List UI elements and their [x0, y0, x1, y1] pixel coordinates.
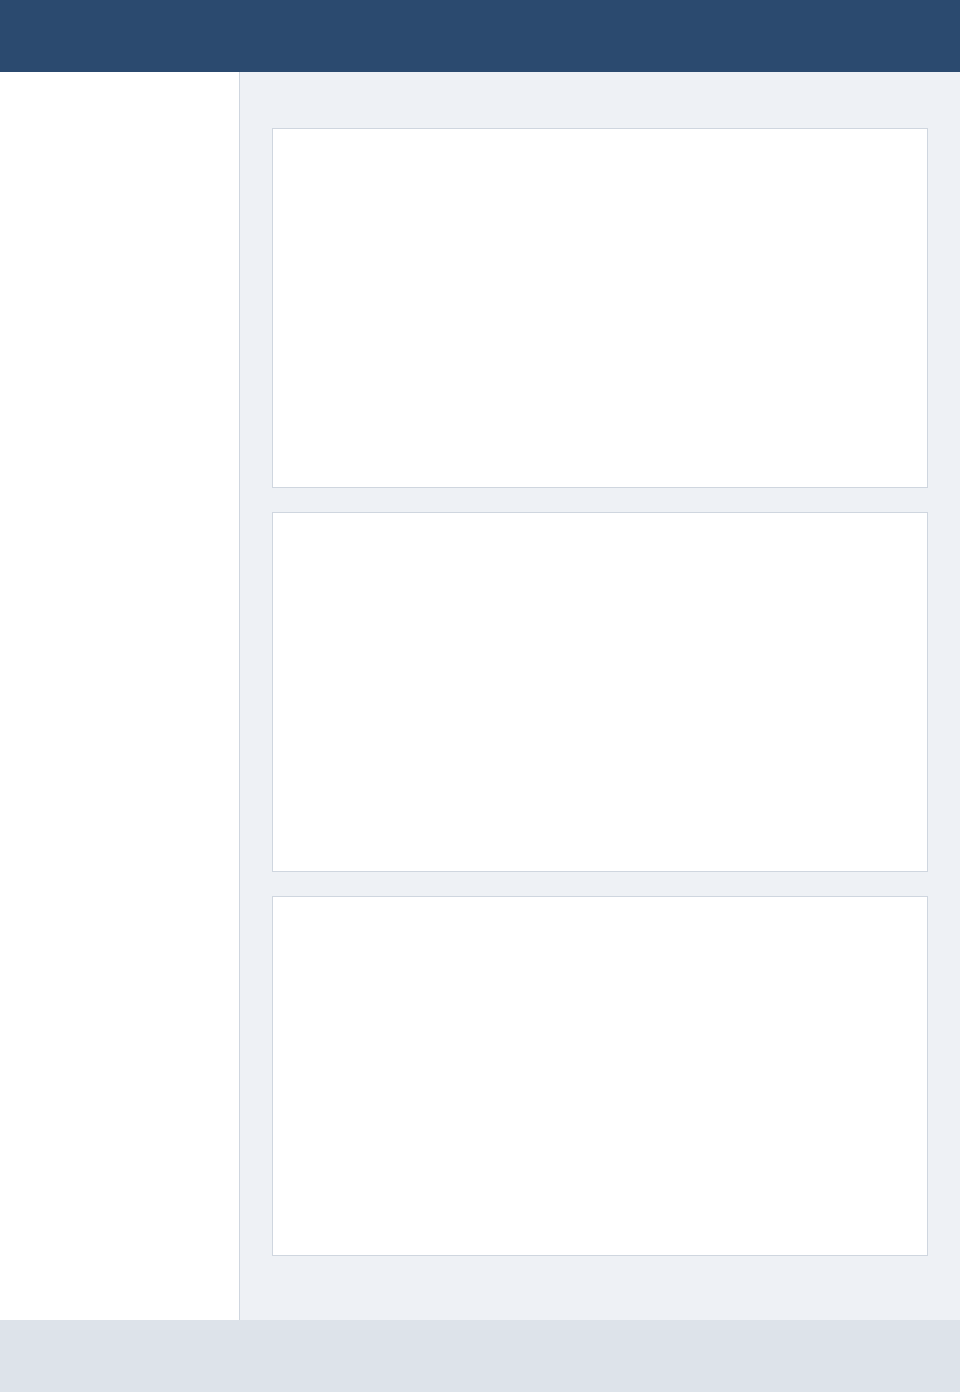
content-panel — [272, 128, 928, 488]
sidebar-item[interactable] — [0, 92, 239, 120]
sidebar-item[interactable] — [0, 120, 239, 148]
content-panel — [272, 896, 928, 1256]
page-footer — [0, 1320, 960, 1392]
main-content — [240, 72, 960, 1320]
page-header — [0, 0, 960, 72]
sidebar-item[interactable] — [0, 176, 239, 204]
sidebar-item[interactable] — [0, 148, 239, 176]
content-panel — [272, 512, 928, 872]
sidebar-nav — [0, 72, 240, 1320]
